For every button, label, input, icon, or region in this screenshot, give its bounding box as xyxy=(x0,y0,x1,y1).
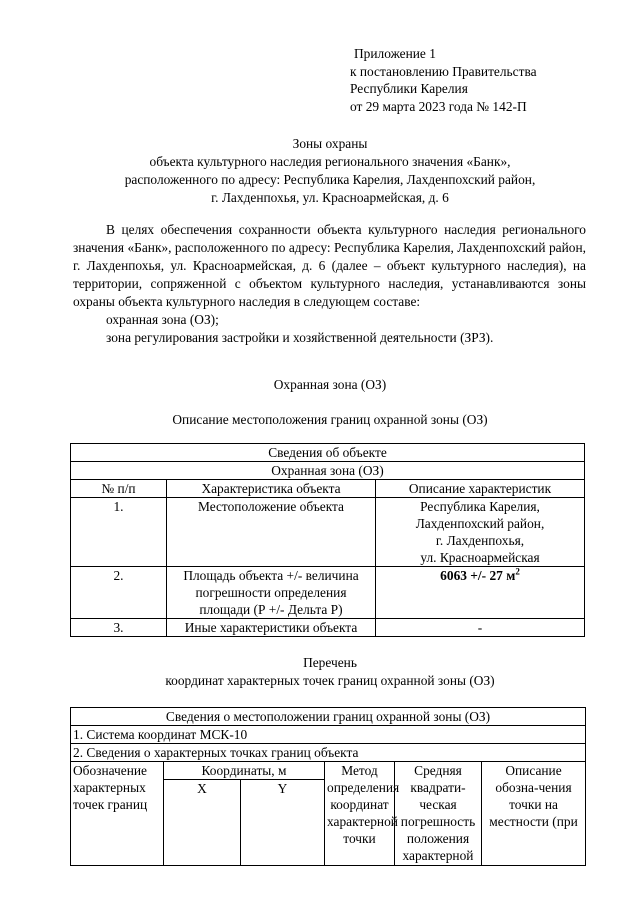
column-header-char: Характеристика объекта xyxy=(167,480,376,498)
points-info-row: 2. Сведения о характерных точках границ объекта xyxy=(71,744,586,762)
intro-item-2: зона регулирования застройки и хозяйственной деятельности (ЗРЗ). xyxy=(106,330,494,345)
document-title xyxy=(0,135,640,207)
object-info-table xyxy=(70,443,585,637)
row-desc: - xyxy=(376,619,585,637)
appendix-line-3: Республики Карелия xyxy=(350,81,468,96)
coordinate-system-row: 1. Система координат МСК-10 xyxy=(71,726,586,744)
row-num: 3. xyxy=(71,619,167,637)
row-desc xyxy=(376,567,585,619)
title-line-1: Зоны охраны xyxy=(292,136,368,151)
section-subheading: Описание местоположения границ охранной зоны (ОЗ) xyxy=(172,412,488,427)
intro-section xyxy=(73,221,586,347)
column-header-description: Описание обозна-чения точки на местности (при xyxy=(482,762,586,866)
row-desc-line: Лахденпохский район, xyxy=(415,516,545,531)
intro-paragraph: В целях обеспечения сохранности объекта культурного наследия регионального значения «Банк», расположенного по адресу: Республика Карелия, Лахденпохский район, г. Лахденпохья, ул. Красноармейская, д. 6 (далее – объект культурного наследия), на территории, сопряженной с объектом культурного наследия, устанавливаются зоны охраны объекта культурного наследия в следующем составе: xyxy=(73,222,586,309)
table-row xyxy=(71,762,586,780)
table-row xyxy=(71,726,586,744)
table-row xyxy=(71,480,585,498)
table-row xyxy=(71,744,586,762)
table-row xyxy=(71,462,585,480)
row-desc-line: ул. Красноармейская xyxy=(420,550,540,565)
intro-item-1: охранная зона (ОЗ); xyxy=(106,312,219,327)
column-header-y: Y xyxy=(241,780,325,866)
column-header-error: Средняя квадрати-ческая погрешность положения характерной xyxy=(395,762,482,866)
row-char: Иные характеристики объекта xyxy=(167,619,376,637)
column-header-coordinates: Координаты, м xyxy=(164,762,325,780)
appendix-line-4: от 29 марта 2023 года № 142-П xyxy=(350,98,527,114)
column-header-x: X xyxy=(164,780,241,866)
column-header-num: № п/п xyxy=(71,480,167,498)
column-header-desc: Описание характеристик xyxy=(376,480,585,498)
table-header-cell: Сведения об объекте xyxy=(71,444,585,462)
table-row xyxy=(71,498,585,567)
list-title-line-1: Перечень xyxy=(303,655,357,670)
appendix-line-2: к постановлению Правительства xyxy=(350,63,537,79)
table-row xyxy=(71,619,585,637)
row-desc-line: Республика Карелия, xyxy=(420,499,540,514)
appendix-block xyxy=(350,45,537,115)
table-row xyxy=(71,708,586,726)
appendix-line-1: Приложение 1 xyxy=(354,46,436,61)
area-unit-superscript: 2 xyxy=(515,566,520,577)
coordinates-table xyxy=(70,707,586,866)
list-title-line-2: координат характерных точек границ охранной зоны (ОЗ) xyxy=(165,673,495,688)
row-desc xyxy=(376,498,585,567)
table-row xyxy=(71,444,585,462)
row-char: Площадь объекта +/- величина погрешности определения площади (Р +/- Дельта Р) xyxy=(167,567,376,619)
table-header-cell: Охранная зона (ОЗ) xyxy=(71,462,585,480)
title-line-4: г. Лахденпохья, ул. Красноармейская, д. 6 xyxy=(211,190,449,205)
area-value: 6063 +/- 27 м xyxy=(440,568,516,583)
table-header-cell: Сведения о местоположении границ охранной зоны (ОЗ) xyxy=(71,708,586,726)
row-num: 1. xyxy=(71,498,167,567)
row-desc-line: г. Лахденпохья, xyxy=(435,533,525,548)
column-header-designation: Обозначение характерных точек границ xyxy=(71,762,164,866)
table-row xyxy=(71,567,585,619)
row-char: Местоположение объекта xyxy=(167,498,376,567)
column-header-method: Метод определения координат характерной точки xyxy=(325,762,395,866)
title-line-3: расположенного по адресу: Республика Карелия, Лахденпохский район, xyxy=(124,172,536,187)
coordinates-list-title xyxy=(0,654,640,690)
section-heading: Охранная зона (ОЗ) xyxy=(273,377,387,392)
row-num: 2. xyxy=(71,567,167,619)
title-line-2: объекта культурного наследия регионального значения «Банк», xyxy=(149,154,511,169)
